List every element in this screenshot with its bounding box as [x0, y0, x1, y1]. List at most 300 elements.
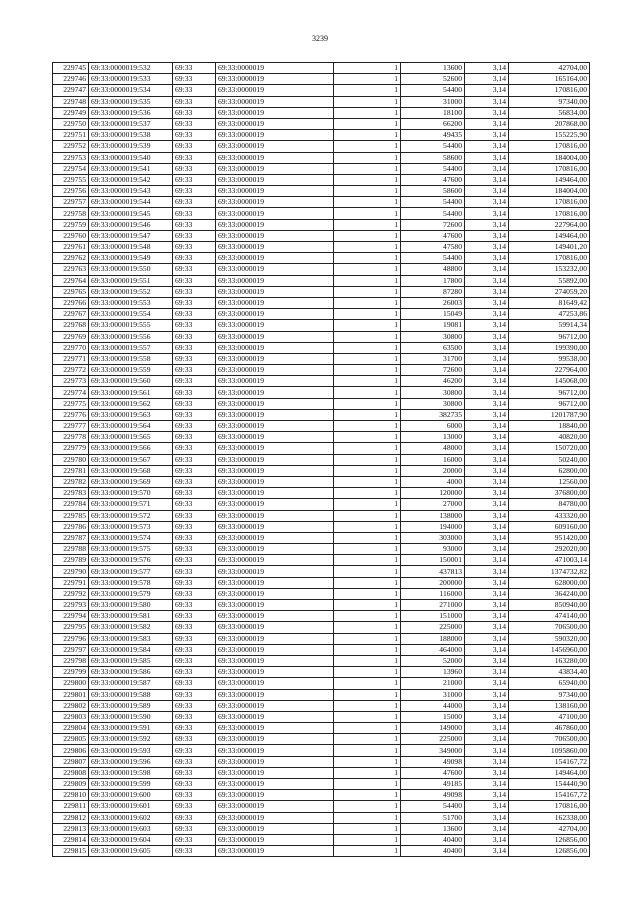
- row-number-cell: 229800: [53, 678, 89, 689]
- district-code-cell: 69:33: [173, 779, 216, 790]
- table-row: [53, 230, 590, 241]
- cadastral-number-cell: 69:33:0000019:543: [89, 186, 173, 197]
- rate-cell: 3,14: [465, 230, 509, 241]
- cadastral-quarter-cell: 69:33:0000019: [216, 834, 334, 845]
- count-cell: 1: [334, 107, 401, 118]
- table-row: [53, 532, 590, 543]
- row-number-cell: 229788: [53, 544, 89, 555]
- value-cell: 149464,00: [509, 767, 590, 778]
- value-cell: 154167,72: [509, 756, 590, 767]
- table-row: [53, 823, 590, 834]
- count-cell: 1: [334, 555, 401, 566]
- area-cell: 87280: [401, 286, 465, 297]
- value-cell: 47100,00: [509, 711, 590, 722]
- cadastral-number-cell: 69:33:0000019:580: [89, 600, 173, 611]
- row-number-cell: 229789: [53, 555, 89, 566]
- count-cell: 1: [334, 510, 401, 521]
- rate-cell: 3,14: [465, 544, 509, 555]
- area-cell: 47600: [401, 767, 465, 778]
- row-number-cell: 229777: [53, 421, 89, 432]
- area-cell: 225000: [401, 622, 465, 633]
- rate-cell: 3,14: [465, 488, 509, 499]
- district-code-cell: 69:33: [173, 342, 216, 353]
- row-number-cell: 229807: [53, 756, 89, 767]
- rate-cell: 3,14: [465, 667, 509, 678]
- district-code-cell: 69:33: [173, 644, 216, 655]
- district-code-cell: 69:33: [173, 197, 216, 208]
- cadastral-quarter-cell: 69:33:0000019: [216, 275, 334, 286]
- count-cell: 1: [334, 253, 401, 264]
- cadastral-number-cell: 69:33:0000019:536: [89, 107, 173, 118]
- count-cell: 1: [334, 588, 401, 599]
- cadastral-number-cell: 69:33:0000019:552: [89, 286, 173, 297]
- row-number-cell: 229748: [53, 96, 89, 107]
- row-number-cell: 229781: [53, 465, 89, 476]
- table-row: [53, 107, 590, 118]
- district-code-cell: 69:33: [173, 756, 216, 767]
- cadastral-number-cell: 69:33:0000019:544: [89, 197, 173, 208]
- area-cell: 13600: [401, 823, 465, 834]
- cadastral-quarter-cell: 69:33:0000019: [216, 253, 334, 264]
- district-code-cell: 69:33: [173, 118, 216, 129]
- cadastral-quarter-cell: 69:33:0000019: [216, 510, 334, 521]
- cadastral-number-cell: 69:33:0000019:532: [89, 63, 173, 74]
- cadastral-number-cell: 69:33:0000019:561: [89, 387, 173, 398]
- rate-cell: 3,14: [465, 141, 509, 152]
- row-number-cell: 229803: [53, 711, 89, 722]
- table-row: [53, 812, 590, 823]
- area-cell: 54400: [401, 163, 465, 174]
- row-number-cell: 229752: [53, 141, 89, 152]
- count-cell: 1: [334, 432, 401, 443]
- value-cell: 590320,00: [509, 633, 590, 644]
- district-code-cell: 69:33: [173, 331, 216, 342]
- count-cell: 1: [334, 264, 401, 275]
- table-row: [53, 85, 590, 96]
- count-cell: 1: [334, 74, 401, 85]
- rate-cell: 3,14: [465, 387, 509, 398]
- count-cell: 1: [334, 655, 401, 666]
- count-cell: 1: [334, 689, 401, 700]
- rate-cell: 3,14: [465, 711, 509, 722]
- cadastral-quarter-cell: 69:33:0000019: [216, 476, 334, 487]
- count-cell: 1: [334, 197, 401, 208]
- cadastral-number-cell: 69:33:0000019:548: [89, 242, 173, 253]
- area-cell: 48800: [401, 264, 465, 275]
- district-code-cell: 69:33: [173, 499, 216, 510]
- rate-cell: 3,14: [465, 242, 509, 253]
- district-code-cell: 69:33: [173, 174, 216, 185]
- count-cell: 1: [334, 532, 401, 543]
- row-number-cell: 229764: [53, 275, 89, 286]
- district-code-cell: 69:33: [173, 107, 216, 118]
- value-cell: 170816,00: [509, 141, 590, 152]
- count-cell: 1: [334, 163, 401, 174]
- cadastral-quarter-cell: 69:33:0000019: [216, 622, 334, 633]
- row-number-cell: 229801: [53, 689, 89, 700]
- value-cell: 170816,00: [509, 197, 590, 208]
- cadastral-quarter-cell: 69:33:0000019: [216, 600, 334, 611]
- cadastral-number-cell: 69:33:0000019:569: [89, 476, 173, 487]
- count-cell: 1: [334, 823, 401, 834]
- cadastral-number-cell: 69:33:0000019:551: [89, 275, 173, 286]
- rate-cell: 3,14: [465, 219, 509, 230]
- row-number-cell: 229759: [53, 219, 89, 230]
- cadastral-number-cell: 69:33:0000019:566: [89, 443, 173, 454]
- cadastral-quarter-cell: 69:33:0000019: [216, 286, 334, 297]
- count-cell: 1: [334, 297, 401, 308]
- cadastral-quarter-cell: 69:33:0000019: [216, 846, 334, 857]
- rate-cell: 3,14: [465, 432, 509, 443]
- cadastral-number-cell: 69:33:0000019:565: [89, 432, 173, 443]
- rate-cell: 3,14: [465, 107, 509, 118]
- cadastral-number-cell: 69:33:0000019:535: [89, 96, 173, 107]
- count-cell: 1: [334, 734, 401, 745]
- table-row: [53, 353, 590, 364]
- cadastral-number-cell: 69:33:0000019:571: [89, 499, 173, 510]
- count-cell: 1: [334, 790, 401, 801]
- area-cell: 30800: [401, 387, 465, 398]
- table-row: [53, 398, 590, 409]
- count-cell: 1: [334, 667, 401, 678]
- area-cell: 21000: [401, 678, 465, 689]
- district-code-cell: 69:33: [173, 465, 216, 476]
- cadastral-quarter-cell: 69:33:0000019: [216, 823, 334, 834]
- cadastral-quarter-cell: 69:33:0000019: [216, 208, 334, 219]
- count-cell: 1: [334, 521, 401, 532]
- rate-cell: 3,14: [465, 376, 509, 387]
- cadastral-number-cell: 69:33:0000019:578: [89, 577, 173, 588]
- district-code-cell: 69:33: [173, 264, 216, 275]
- cadastral-number-cell: 69:33:0000019:590: [89, 711, 173, 722]
- cadastral-number-cell: 69:33:0000019:582: [89, 622, 173, 633]
- table-row: [53, 734, 590, 745]
- district-code-cell: 69:33: [173, 141, 216, 152]
- cadastral-quarter-cell: 69:33:0000019: [216, 421, 334, 432]
- table-row: [53, 118, 590, 129]
- value-cell: 96712,00: [509, 331, 590, 342]
- cadastral-number-cell: 69:33:0000019:563: [89, 409, 173, 420]
- cadastral-number-cell: 69:33:0000019:588: [89, 689, 173, 700]
- district-code-cell: 69:33: [173, 242, 216, 253]
- count-cell: 1: [334, 476, 401, 487]
- count-cell: 1: [334, 711, 401, 722]
- cadastral-number-cell: 69:33:0000019:560: [89, 376, 173, 387]
- count-cell: 1: [334, 488, 401, 499]
- table-row: [53, 678, 590, 689]
- cadastral-quarter-cell: 69:33:0000019: [216, 711, 334, 722]
- rate-cell: 3,14: [465, 152, 509, 163]
- district-code-cell: 69:33: [173, 443, 216, 454]
- cadastral-quarter-cell: 69:33:0000019: [216, 588, 334, 599]
- value-cell: 18840,00: [509, 421, 590, 432]
- rate-cell: 3,14: [465, 320, 509, 331]
- cadastral-number-cell: 69:33:0000019:555: [89, 320, 173, 331]
- rate-cell: 3,14: [465, 409, 509, 420]
- district-code-cell: 69:33: [173, 577, 216, 588]
- area-cell: 120000: [401, 488, 465, 499]
- table-row: [53, 644, 590, 655]
- cadastral-number-cell: 69:33:0000019:533: [89, 74, 173, 85]
- area-cell: 19081: [401, 320, 465, 331]
- cadastral-quarter-cell: 69:33:0000019: [216, 566, 334, 577]
- cadastral-quarter-cell: 69:33:0000019: [216, 242, 334, 253]
- value-cell: 170816,00: [509, 253, 590, 264]
- value-cell: 126856,00: [509, 846, 590, 857]
- cadastral-number-cell: 69:33:0000019:605: [89, 846, 173, 857]
- district-code-cell: 69:33: [173, 767, 216, 778]
- count-cell: 1: [334, 96, 401, 107]
- area-cell: 54400: [401, 85, 465, 96]
- district-code-cell: 69:33: [173, 376, 216, 387]
- area-cell: 52000: [401, 655, 465, 666]
- area-cell: 54400: [401, 141, 465, 152]
- count-cell: 1: [334, 376, 401, 387]
- area-cell: 54400: [401, 801, 465, 812]
- cadastral-number-cell: 69:33:0000019:534: [89, 85, 173, 96]
- area-cell: 15000: [401, 711, 465, 722]
- value-cell: 155225,90: [509, 130, 590, 141]
- count-cell: 1: [334, 320, 401, 331]
- count-cell: 1: [334, 353, 401, 364]
- area-cell: 48000: [401, 443, 465, 454]
- cadastral-quarter-cell: 69:33:0000019: [216, 700, 334, 711]
- row-number-cell: 229771: [53, 353, 89, 364]
- count-cell: 1: [334, 846, 401, 857]
- cadastral-number-cell: 69:33:0000019:589: [89, 700, 173, 711]
- table-row: [53, 577, 590, 588]
- table-row: [53, 197, 590, 208]
- row-number-cell: 229810: [53, 790, 89, 801]
- area-cell: 49435: [401, 130, 465, 141]
- value-cell: 1201787,90: [509, 409, 590, 420]
- district-code-cell: 69:33: [173, 655, 216, 666]
- row-number-cell: 229770: [53, 342, 89, 353]
- row-number-cell: 229768: [53, 320, 89, 331]
- cadastral-quarter-cell: 69:33:0000019: [216, 767, 334, 778]
- area-cell: 17800: [401, 275, 465, 286]
- row-number-cell: 229776: [53, 409, 89, 420]
- row-number-cell: 229785: [53, 510, 89, 521]
- table-row: [53, 309, 590, 320]
- area-cell: 72600: [401, 219, 465, 230]
- rate-cell: 3,14: [465, 600, 509, 611]
- district-code-cell: 69:33: [173, 611, 216, 622]
- area-cell: 49098: [401, 756, 465, 767]
- rate-cell: 3,14: [465, 96, 509, 107]
- district-code-cell: 69:33: [173, 409, 216, 420]
- rate-cell: 3,14: [465, 790, 509, 801]
- table-row: [53, 622, 590, 633]
- table-row: [53, 655, 590, 666]
- row-number-cell: 229780: [53, 454, 89, 465]
- area-cell: 15049: [401, 309, 465, 320]
- rate-cell: 3,14: [465, 767, 509, 778]
- value-cell: 165164,00: [509, 74, 590, 85]
- table-row: [53, 767, 590, 778]
- district-code-cell: 69:33: [173, 711, 216, 722]
- cadastral-quarter-cell: 69:33:0000019: [216, 689, 334, 700]
- value-cell: 47253,86: [509, 309, 590, 320]
- table-row: [53, 74, 590, 85]
- area-cell: 13600: [401, 63, 465, 74]
- row-number-cell: 229797: [53, 644, 89, 655]
- area-cell: 437813: [401, 566, 465, 577]
- district-code-cell: 69:33: [173, 633, 216, 644]
- count-cell: 1: [334, 186, 401, 197]
- area-cell: 47600: [401, 174, 465, 185]
- rate-cell: 3,14: [465, 297, 509, 308]
- table-row: [53, 544, 590, 555]
- value-cell: 199390,00: [509, 342, 590, 353]
- row-number-cell: 229751: [53, 130, 89, 141]
- cadastral-number-cell: 69:33:0000019:570: [89, 488, 173, 499]
- area-cell: 200000: [401, 577, 465, 588]
- cadastral-number-cell: 69:33:0000019:556: [89, 331, 173, 342]
- count-cell: 1: [334, 622, 401, 633]
- value-cell: 149464,00: [509, 174, 590, 185]
- district-code-cell: 69:33: [173, 622, 216, 633]
- cadastral-quarter-cell: 69:33:0000019: [216, 745, 334, 756]
- area-cell: 49185: [401, 779, 465, 790]
- table-row: [53, 376, 590, 387]
- rate-cell: 3,14: [465, 499, 509, 510]
- rate-cell: 3,14: [465, 689, 509, 700]
- cadastral-number-cell: 69:33:0000019:574: [89, 532, 173, 543]
- value-cell: 56834,00: [509, 107, 590, 118]
- value-cell: 126856,00: [509, 834, 590, 845]
- district-code-cell: 69:33: [173, 85, 216, 96]
- count-cell: 1: [334, 700, 401, 711]
- table-row: [53, 779, 590, 790]
- count-cell: 1: [334, 286, 401, 297]
- district-code-cell: 69:33: [173, 555, 216, 566]
- value-cell: 42704,00: [509, 63, 590, 74]
- rate-cell: 3,14: [465, 846, 509, 857]
- rate-cell: 3,14: [465, 309, 509, 320]
- count-cell: 1: [334, 443, 401, 454]
- cadastral-quarter-cell: 69:33:0000019: [216, 264, 334, 275]
- cadastral-quarter-cell: 69:33:0000019: [216, 197, 334, 208]
- row-number-cell: 229749: [53, 107, 89, 118]
- cadastral-number-cell: 69:33:0000019:598: [89, 767, 173, 778]
- table-row: [53, 387, 590, 398]
- count-cell: 1: [334, 756, 401, 767]
- district-code-cell: 69:33: [173, 834, 216, 845]
- cadastral-quarter-cell: 69:33:0000019: [216, 577, 334, 588]
- row-number-cell: 229772: [53, 365, 89, 376]
- cadastral-number-cell: 69:33:0000019:549: [89, 253, 173, 264]
- cadastral-quarter-cell: 69:33:0000019: [216, 409, 334, 420]
- table-row: [53, 152, 590, 163]
- district-code-cell: 69:33: [173, 74, 216, 85]
- district-code-cell: 69:33: [173, 588, 216, 599]
- row-number-cell: 229795: [53, 622, 89, 633]
- value-cell: 138160,00: [509, 700, 590, 711]
- district-code-cell: 69:33: [173, 398, 216, 409]
- count-cell: 1: [334, 130, 401, 141]
- cadastral-number-cell: 69:33:0000019:554: [89, 309, 173, 320]
- value-cell: 364240,00: [509, 588, 590, 599]
- district-code-cell: 69:33: [173, 532, 216, 543]
- district-code-cell: 69:33: [173, 510, 216, 521]
- rate-cell: 3,14: [465, 163, 509, 174]
- cadastral-quarter-cell: 69:33:0000019: [216, 74, 334, 85]
- table-row: [53, 633, 590, 644]
- count-cell: 1: [334, 331, 401, 342]
- district-code-cell: 69:33: [173, 152, 216, 163]
- rate-cell: 3,14: [465, 801, 509, 812]
- cadastral-number-cell: 69:33:0000019:540: [89, 152, 173, 163]
- row-number-cell: 229796: [53, 633, 89, 644]
- row-number-cell: 229756: [53, 186, 89, 197]
- value-cell: 170816,00: [509, 208, 590, 219]
- cadastral-number-cell: 69:33:0000019:587: [89, 678, 173, 689]
- cadastral-quarter-cell: 69:33:0000019: [216, 63, 334, 74]
- cadastral-quarter-cell: 69:33:0000019: [216, 790, 334, 801]
- area-cell: 47600: [401, 230, 465, 241]
- value-cell: 154440,90: [509, 779, 590, 790]
- rate-cell: 3,14: [465, 745, 509, 756]
- area-cell: 138000: [401, 510, 465, 521]
- cadastral-quarter-cell: 69:33:0000019: [216, 331, 334, 342]
- count-cell: 1: [334, 678, 401, 689]
- area-cell: 4000: [401, 476, 465, 487]
- row-number-cell: 229783: [53, 488, 89, 499]
- cadastral-number-cell: 69:33:0000019:575: [89, 544, 173, 555]
- cadastral-quarter-cell: 69:33:0000019: [216, 398, 334, 409]
- value-cell: 706500,00: [509, 622, 590, 633]
- row-number-cell: 229775: [53, 398, 89, 409]
- rate-cell: 3,14: [465, 465, 509, 476]
- value-cell: 43834,40: [509, 667, 590, 678]
- value-cell: 292020,00: [509, 544, 590, 555]
- table-row: [53, 566, 590, 577]
- area-cell: 31700: [401, 353, 465, 364]
- count-cell: 1: [334, 611, 401, 622]
- table-row: [53, 63, 590, 74]
- table-row: [53, 711, 590, 722]
- value-cell: 55892,00: [509, 275, 590, 286]
- rate-cell: 3,14: [465, 723, 509, 734]
- table-row: [53, 432, 590, 443]
- district-code-cell: 69:33: [173, 365, 216, 376]
- row-number-cell: 229815: [53, 846, 89, 857]
- rate-cell: 3,14: [465, 588, 509, 599]
- cadastral-quarter-cell: 69:33:0000019: [216, 141, 334, 152]
- cadastral-quarter-cell: 69:33:0000019: [216, 107, 334, 118]
- table-row: [53, 96, 590, 107]
- table-row: [53, 689, 590, 700]
- district-code-cell: 69:33: [173, 476, 216, 487]
- rate-cell: 3,14: [465, 63, 509, 74]
- cadastral-quarter-cell: 69:33:0000019: [216, 532, 334, 543]
- district-code-cell: 69:33: [173, 432, 216, 443]
- row-number-cell: 229750: [53, 118, 89, 129]
- cadastral-quarter-cell: 69:33:0000019: [216, 219, 334, 230]
- cadastral-number-cell: 69:33:0000019:581: [89, 611, 173, 622]
- rate-cell: 3,14: [465, 74, 509, 85]
- area-cell: 13960: [401, 667, 465, 678]
- cadastral-number-cell: 69:33:0000019:592: [89, 734, 173, 745]
- cadastral-quarter-cell: 69:33:0000019: [216, 376, 334, 387]
- count-cell: 1: [334, 633, 401, 644]
- cadastral-quarter-cell: 69:33:0000019: [216, 465, 334, 476]
- table-row: [53, 342, 590, 353]
- row-number-cell: 229782: [53, 476, 89, 487]
- cadastral-number-cell: 69:33:0000019:545: [89, 208, 173, 219]
- district-code-cell: 69:33: [173, 544, 216, 555]
